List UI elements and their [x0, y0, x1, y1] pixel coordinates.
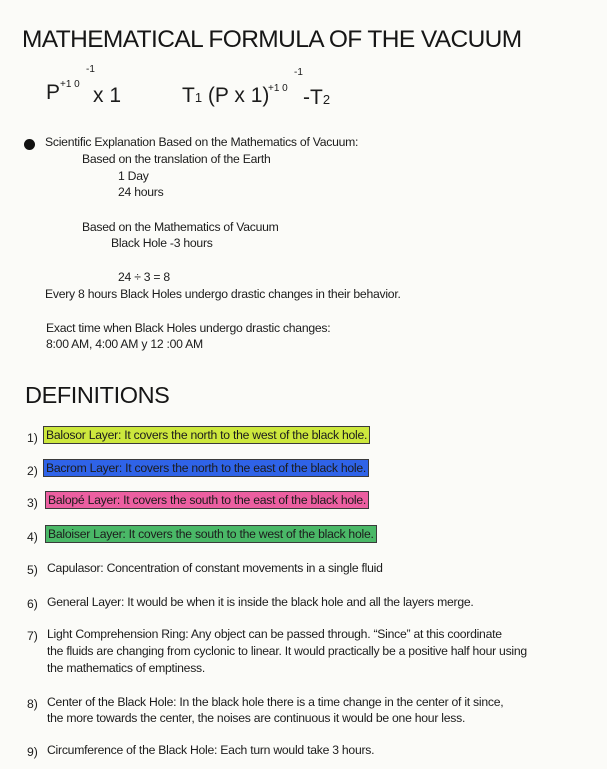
formula-left-base: P	[46, 81, 61, 104]
page-title: MATHEMATICAL FORMULA OF THE VACUUM	[22, 26, 522, 53]
definition-4-number: 4)	[27, 530, 38, 544]
explanation-day: 1 Day	[118, 169, 149, 183]
explanation-hours: 24 hours	[118, 185, 164, 199]
definition-7-line-3: the mathematics of emptiness.	[47, 661, 206, 675]
explanation-equation: 24 ÷ 3 = 8	[118, 270, 170, 284]
definition-4-text	[45, 527, 377, 541]
formula-right-T-subscript: 1	[194, 90, 203, 105]
formula-right-exponent: +1 0	[268, 83, 288, 94]
formula-right	[182, 84, 269, 108]
definition-8-number: 8)	[27, 697, 38, 711]
formula-left-exponent-minus: -1	[86, 64, 95, 75]
definition-9-text: Circumference of the Black Hole: Each turn would take 3 hours.	[47, 743, 375, 757]
highlight-pink: Balopé Layer: It covers the south to the east of the black hole.	[45, 491, 369, 509]
definition-7-number: 7)	[27, 629, 38, 643]
highlight-blue: Bacrom Layer: It covers the north to the east of the black hole.	[43, 459, 369, 477]
formula-right-minus-T	[303, 86, 330, 110]
definition-7-line-1: Light Comprehension Ring: Any object can be passed through. “Since” at this coordinate	[47, 627, 502, 641]
bullet-dot-icon	[24, 139, 35, 150]
formula-right-minus-T-subscript: 2	[322, 92, 331, 107]
definition-6-text: General Layer: It would be when it is inside the black hole and all the layers merge.	[47, 595, 474, 609]
explanation-black-hole-hours: Black Hole -3 hours	[111, 236, 213, 250]
explanation-exact-time-label: Exact time when Black Holes undergo drastic changes:	[46, 321, 331, 335]
definition-1-number: 1)	[27, 431, 38, 445]
formula-right-exponent-minus: -1	[294, 67, 303, 78]
definition-3-text	[45, 493, 369, 507]
definition-7-line-2: the fluids are changing from cyclonic to linear. It would practically be a positive half hour using	[47, 644, 527, 658]
formula-right-paren: (P x 1)	[207, 84, 270, 107]
definition-9-number: 9)	[27, 745, 38, 759]
explanation-translation: Based on the translation of the Earth	[82, 152, 271, 166]
highlight-yellow: Balosor Layer: It covers the north to the west of the black hole.	[43, 426, 370, 444]
definition-2-text	[43, 461, 369, 475]
formula-left	[46, 81, 60, 105]
formula-left-times: x 1	[93, 84, 122, 107]
definition-5-text: Capulasor: Concentration of constant movements in a single fluid	[47, 561, 383, 575]
definition-5-number: 5)	[27, 563, 38, 577]
definition-6-number: 6)	[27, 597, 38, 611]
highlight-green: Baloiser Layer: It covers the south to the west of the black hole.	[45, 525, 377, 543]
explanation-heading: Scientific Explanation Based on the Mathematics of Vacuum:	[45, 135, 359, 149]
definitions-heading: DEFINITIONS	[25, 382, 170, 408]
explanation-vacuum-math: Based on the Mathematics of Vacuum	[82, 220, 279, 234]
formula-left-exponent: +1 0	[60, 79, 80, 90]
formula-right-T: T	[182, 84, 195, 107]
definition-1-text	[43, 428, 370, 442]
definition-3-number: 3)	[27, 496, 38, 510]
definition-2-number: 2)	[27, 464, 38, 478]
definition-8-line-2: the more towards the center, the noises are continuous it would be one hour less.	[47, 711, 466, 725]
explanation-every-8: Every 8 hours Black Holes undergo drastic changes in their behavior.	[45, 287, 401, 301]
formula-right-minus-T-text: -T	[303, 86, 323, 109]
definition-8-line-1: Center of the Black Hole: In the black hole there is a time change in the center of it since,	[47, 695, 504, 709]
explanation-exact-times: 8:00 AM, 4:00 AM y 12 :00 AM	[46, 337, 203, 351]
